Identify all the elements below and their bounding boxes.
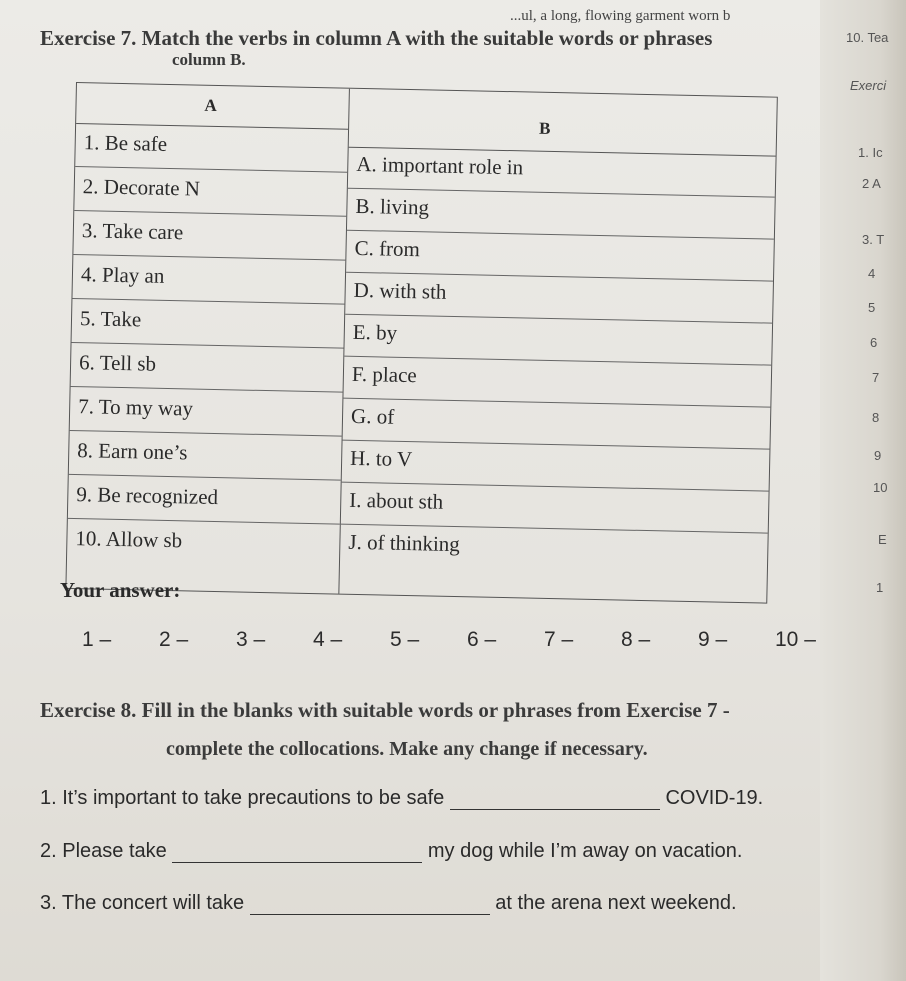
item-text-after: COVID-19. [665,787,764,809]
exercise7-title: Exercise 7. Match the verbs in column A with the suitable words or phrases [40,26,713,50]
item-text-before: 2. Please take [40,840,167,862]
margin-note: 6 [870,335,878,350]
column-b-item: A. important role in [348,147,776,198]
column-b-item: I. about sth [341,483,769,534]
answer-slot: 7 – [544,628,574,651]
margin-note: 9 [874,448,882,463]
margin-note: 1. Ic [858,145,883,160]
column-a-item: 4. Play an [72,255,345,305]
item-text-after: at the arena next weekend. [495,892,737,914]
answer-slot: 9 – [698,628,728,651]
answer-slot: 5 – [390,628,420,651]
blank-line[interactable] [172,844,422,863]
margin-heading: 10. Tea [846,30,889,45]
column-b-item: H. to V [342,441,770,492]
column-b-header-label: B [538,118,551,138]
answer-slot: 4 – [313,628,343,651]
margin-note: E [878,532,887,547]
matching-table [65,82,777,604]
column-b-item: E. by [344,315,772,366]
item-text-before: 3. The concert will take [40,892,245,914]
margin-note: 2 A [862,176,881,191]
item-text-before: 1. It’s important to take precautions to be safe [40,787,445,809]
answer-slot: 3 – [236,628,266,651]
exercise8-title: Exercise 8. Fill in the blanks with suitable words or phrases from Exercise 7 - [40,698,730,722]
blank-line[interactable] [250,896,490,915]
column-b-item: G. of [343,399,771,450]
exercise8-title-continued: complete the collocations. Make any change if necessary. [166,738,648,760]
column-a-item: 5. Take [72,299,345,349]
column-a [66,83,350,594]
answer-slot: 1 – [82,628,112,651]
column-b-header [349,89,777,157]
margin-note: 7 [872,370,880,385]
exercise7-title-continued: column B. [172,50,246,69]
column-a-item: 1. Be safe [75,123,348,173]
column-a-item: 8. Earn one’s [69,431,342,481]
answer-label: Your answer: [60,578,181,602]
column-a-item: 7. To my way [70,387,343,437]
column-a-header [76,83,349,130]
column-b-item: F. place [343,357,771,408]
blank-line[interactable] [450,791,660,810]
margin-note: 3. T [862,232,885,247]
column-a-item: 10. Allow sb [75,526,183,553]
column-a-item: 9. Be recognized [68,475,341,525]
column-a-item: 2. Decorate N [74,167,347,217]
fill-blank-item-3 [40,892,737,915]
fill-blank-item-1 [40,787,763,810]
answer-slot: 10 – [775,628,816,651]
answer-slot: 2 – [159,628,189,651]
column-b-item: D. with sth [345,273,773,324]
answer-slot: 8 – [621,628,651,651]
margin-exercise: Exerci [850,78,887,93]
column-a-item: 3. Take care [73,211,346,261]
margin-note: 5 [868,300,876,315]
column-a-header-label: A [204,95,218,115]
column-b-item: C. from [346,231,774,282]
answer-row [82,628,852,652]
previous-text-snippet: ...ul, a long, flowing garment worn b [510,8,731,24]
margin-note: 4 [868,266,876,281]
column-b [339,89,776,603]
margin-note: 10 [873,480,888,495]
margin-note: 8 [872,410,880,425]
item-text-after: my dog while I’m away on vacation. [427,840,743,862]
column-b-item: B. living [347,189,775,240]
answer-slot: 6 – [467,628,497,651]
column-b-item: J. of thinking [348,529,461,557]
fill-blank-item-2 [40,840,742,863]
column-a-item: 6. Tell sb [71,343,344,393]
margin-note: 1 [876,580,884,595]
